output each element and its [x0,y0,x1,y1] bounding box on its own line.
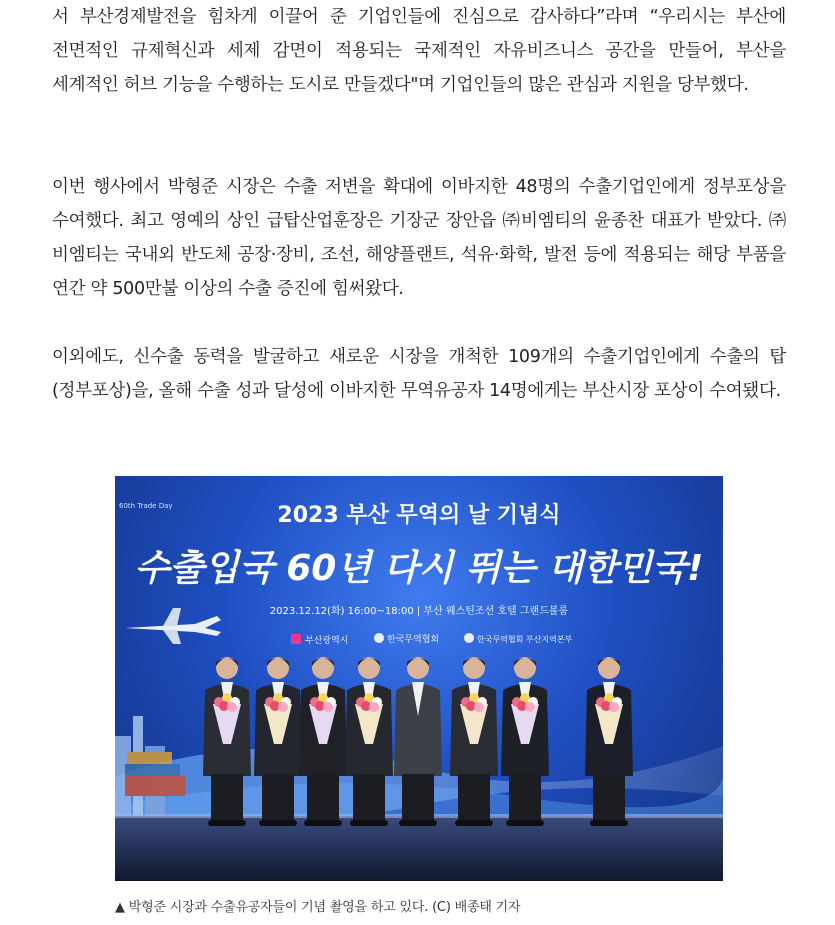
banner-date: 2023.12.12(화) 16:00~18:00 | 부산 웨스틴조선 호텔 그랜드볼룸 [269,606,569,617]
busan-logo-icon [291,634,301,644]
photo-caption: ▲ 박형준 시장과 수출유공자들이 기념 촬영을 하고 있다. (C) 배종태 기자 [115,900,521,915]
airplane-icon [125,608,221,644]
logo-label-kita-busan: 한국무역협회 부산지역본부 [477,635,573,644]
logo-label-kita: 한국무역협회 [387,635,440,645]
sponsor-logos [291,633,573,646]
paragraph-1: 서 부산경제발전을 힘차게 이끌어 준 기업인들에 진심으로 감사하다”라며 “우리시는 부산에 전면적인 규제혁신과 세제 감면이 적용되는 국제적인 자유비즈니스 공간을 만들어, 부산을 세계적인 허브 기능을 수행하는 도시로 만들겠다"며 기업인들의 많은 관심과 지원을 당부했다. [52,7,786,95]
banner-title: 2023 부산 무역의 날 기념식 [277,503,561,528]
banner-slogan: 수출입국 60년 다시 뛰는 대한민국! [134,548,704,589]
kita-logo-icon [374,633,384,643]
corner-mark: 60th Trade Day [119,502,173,510]
logo-label-busan: 부산광역시 [305,636,349,646]
event-photo [115,476,723,881]
person-figure [585,657,633,826]
event-photo-illustration [115,476,723,881]
paragraph-2: 이번 행사에서 박형준 시장은 수출 저변을 확대에 이바지한 48명의 수출기업인에게 정부포상을 수여했다. 최고 영예의 상인 급탑산업훈장은 기장군 장안읍 ㈜비엠티의 윤종찬 대표가 받았다. ㈜비엠티는 국내외 반도체 공장·장비, 조선, 해양플랜트, 석유·화학, 발전 등에 적용되는 해당 부품을 연간 약 500만불 이상의 수출 증진에 힘써왔다. [52,177,786,299]
award-recipients-group [203,657,633,826]
paragraph-3: 이외에도, 신수출 동력을 발굴하고 새로운 시장을 개척한 109개의 수출기업인에게 수출의 탑(정부포상)을, 올해 수출 성과 달성에 이바지한 무역유공자 14명에게는 부산시장 포상이 수여됐다. [52,347,786,401]
kita-busan-logo-icon [464,633,474,643]
